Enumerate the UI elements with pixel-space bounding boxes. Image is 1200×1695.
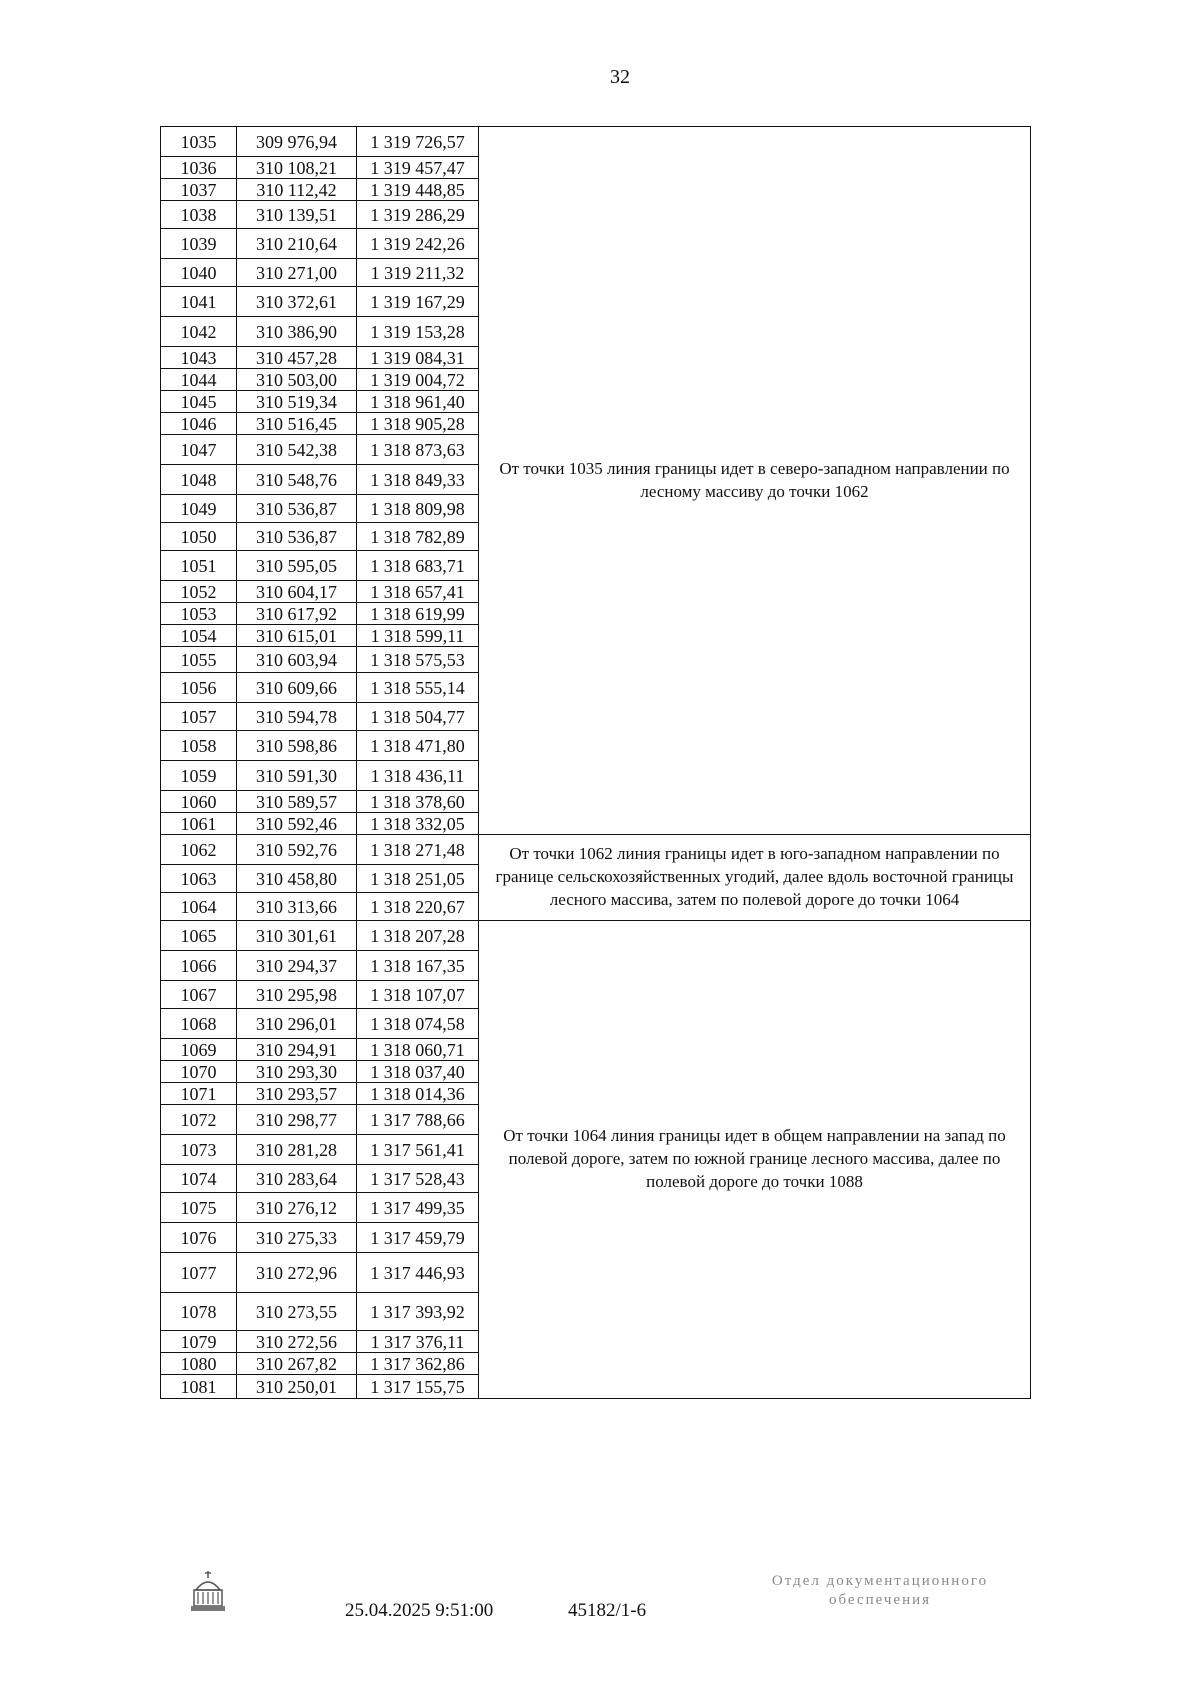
y-coordinate-cell: 1 319 726,57 [357,127,479,157]
x-coordinate-cell: 310 603,94 [237,647,357,673]
footer-datetime: 25.04.2025 9:51:00 [345,1600,494,1621]
point-number-cell: 1041 [161,287,237,317]
y-coordinate-cell: 1 318 332,05 [357,813,479,835]
boundary-description-cell: От точки 1035 линия границы идет в северо-западном направлении по лесному массиву до точки 1062 [479,127,1031,835]
x-coordinate-cell: 310 604,17 [237,581,357,603]
point-number-cell: 1072 [161,1105,237,1135]
x-coordinate-cell: 310 516,45 [237,413,357,435]
y-coordinate-cell: 1 318 683,71 [357,551,479,581]
x-coordinate-cell: 310 294,37 [237,951,357,981]
y-coordinate-cell: 1 318 436,11 [357,761,479,791]
x-coordinate-cell: 310 594,78 [237,703,357,731]
y-coordinate-cell: 1 318 849,33 [357,465,479,495]
x-coordinate-cell: 310 281,28 [237,1135,357,1165]
department-stamp [730,1572,1030,1610]
point-number-cell: 1040 [161,259,237,287]
point-number-cell: 1062 [161,835,237,865]
x-coordinate-cell: 310 503,00 [237,369,357,391]
y-coordinate-cell: 1 318 575,53 [357,647,479,673]
x-coordinate-cell: 310 272,96 [237,1253,357,1293]
x-coordinate-cell: 310 595,05 [237,551,357,581]
point-number-cell: 1053 [161,603,237,625]
x-coordinate-cell: 310 296,01 [237,1009,357,1039]
point-number-cell: 1066 [161,951,237,981]
coordinates-table [160,126,1031,1399]
point-number-cell: 1038 [161,201,237,229]
x-coordinate-cell: 310 372,61 [237,287,357,317]
footer-doc-number: 45182/1-6 [568,1600,647,1621]
table-row [161,835,1031,865]
y-coordinate-cell: 1 318 251,05 [357,865,479,893]
x-coordinate-cell: 310 272,56 [237,1331,357,1353]
y-coordinate-cell: 1 318 471,80 [357,731,479,761]
y-coordinate-cell: 1 317 446,93 [357,1253,479,1293]
point-number-cell: 1069 [161,1039,237,1061]
y-coordinate-cell: 1 319 242,26 [357,229,479,259]
y-coordinate-cell: 1 318 037,40 [357,1061,479,1083]
y-coordinate-cell: 1 317 561,41 [357,1135,479,1165]
x-coordinate-cell: 310 598,86 [237,731,357,761]
point-number-cell: 1076 [161,1223,237,1253]
y-coordinate-cell: 1 318 555,14 [357,673,479,703]
y-coordinate-cell: 1 318 961,40 [357,391,479,413]
page-number: 32 [610,66,630,88]
y-coordinate-cell: 1 317 528,43 [357,1165,479,1193]
point-number-cell: 1056 [161,673,237,703]
point-number-cell: 1042 [161,317,237,347]
table-row [161,127,1031,157]
y-coordinate-cell: 1 319 153,28 [357,317,479,347]
point-number-cell: 1074 [161,1165,237,1193]
x-coordinate-cell: 310 313,66 [237,893,357,921]
y-coordinate-cell: 1 319 167,29 [357,287,479,317]
y-coordinate-cell: 1 319 084,31 [357,347,479,369]
point-number-cell: 1052 [161,581,237,603]
x-coordinate-cell: 310 276,12 [237,1193,357,1223]
point-number-cell: 1059 [161,761,237,791]
point-number-cell: 1049 [161,495,237,523]
y-coordinate-cell: 1 318 782,89 [357,523,479,551]
x-coordinate-cell: 310 273,55 [237,1293,357,1331]
point-number-cell: 1070 [161,1061,237,1083]
stamp-line-1: Отдел документационного [771,1573,989,1589]
y-coordinate-cell: 1 319 448,85 [357,179,479,201]
point-number-cell: 1043 [161,347,237,369]
y-coordinate-cell: 1 318 107,07 [357,981,479,1009]
archive-logo-icon [188,1568,228,1614]
y-coordinate-cell: 1 318 378,60 [357,791,479,813]
point-number-cell: 1051 [161,551,237,581]
point-number-cell: 1035 [161,127,237,157]
point-number-cell: 1054 [161,625,237,647]
y-coordinate-cell: 1 318 809,98 [357,495,479,523]
point-number-cell: 1079 [161,1331,237,1353]
point-number-cell: 1044 [161,369,237,391]
point-number-cell: 1045 [161,391,237,413]
x-coordinate-cell: 310 301,61 [237,921,357,951]
y-coordinate-cell: 1 317 499,35 [357,1193,479,1223]
x-coordinate-cell: 310 283,64 [237,1165,357,1193]
y-coordinate-cell: 1 317 376,11 [357,1331,479,1353]
point-number-cell: 1060 [161,791,237,813]
point-number-cell: 1068 [161,1009,237,1039]
point-number-cell: 1047 [161,435,237,465]
x-coordinate-cell: 310 457,28 [237,347,357,369]
x-coordinate-cell: 310 295,98 [237,981,357,1009]
y-coordinate-cell: 1 318 014,36 [357,1083,479,1105]
point-number-cell: 1077 [161,1253,237,1293]
point-number-cell: 1036 [161,157,237,179]
x-coordinate-cell: 310 108,21 [237,157,357,179]
y-coordinate-cell: 1 319 004,72 [357,369,479,391]
x-coordinate-cell: 310 267,82 [237,1353,357,1375]
y-coordinate-cell: 1 318 905,28 [357,413,479,435]
x-coordinate-cell: 310 548,76 [237,465,357,495]
point-number-cell: 1073 [161,1135,237,1165]
x-coordinate-cell: 310 386,90 [237,317,357,347]
x-coordinate-cell: 310 536,87 [237,523,357,551]
table-row [161,921,1031,951]
y-coordinate-cell: 1 317 155,75 [357,1375,479,1399]
point-number-cell: 1037 [161,179,237,201]
x-coordinate-cell: 310 112,42 [237,179,357,201]
boundary-description-cell: От точки 1064 линия границы идет в общем направлении на запад по полевой дороге, затем по южной границе лесного массива, далее по полевой дороге до точки 1088 [479,921,1031,1399]
y-coordinate-cell: 1 317 393,92 [357,1293,479,1331]
x-coordinate-cell: 310 609,66 [237,673,357,703]
x-coordinate-cell: 310 294,91 [237,1039,357,1061]
x-coordinate-cell: 310 139,51 [237,201,357,229]
y-coordinate-cell: 1 318 599,11 [357,625,479,647]
y-coordinate-cell: 1 317 788,66 [357,1105,479,1135]
point-number-cell: 1039 [161,229,237,259]
point-number-cell: 1046 [161,413,237,435]
point-number-cell: 1081 [161,1375,237,1399]
y-coordinate-cell: 1 319 457,47 [357,157,479,179]
point-number-cell: 1061 [161,813,237,835]
x-coordinate-cell: 310 458,80 [237,865,357,893]
x-coordinate-cell: 310 542,38 [237,435,357,465]
point-number-cell: 1071 [161,1083,237,1105]
point-number-cell: 1050 [161,523,237,551]
x-coordinate-cell: 310 592,76 [237,835,357,865]
y-coordinate-cell: 1 318 271,48 [357,835,479,865]
point-number-cell: 1075 [161,1193,237,1223]
x-coordinate-cell: 310 250,01 [237,1375,357,1399]
point-number-cell: 1055 [161,647,237,673]
point-number-cell: 1078 [161,1293,237,1331]
y-coordinate-cell: 1 319 286,29 [357,201,479,229]
y-coordinate-cell: 1 318 619,99 [357,603,479,625]
x-coordinate-cell: 310 592,46 [237,813,357,835]
x-coordinate-cell: 310 271,00 [237,259,357,287]
x-coordinate-cell: 310 519,34 [237,391,357,413]
x-coordinate-cell: 309 976,94 [237,127,357,157]
point-number-cell: 1080 [161,1353,237,1375]
coordinates-table-body [161,127,1031,1399]
point-number-cell: 1067 [161,981,237,1009]
x-coordinate-cell: 310 275,33 [237,1223,357,1253]
x-coordinate-cell: 310 615,01 [237,625,357,647]
y-coordinate-cell: 1 319 211,32 [357,259,479,287]
stamp-line-2: обеспечения [828,1591,932,1608]
y-coordinate-cell: 1 317 362,86 [357,1353,479,1375]
y-coordinate-cell: 1 318 207,28 [357,921,479,951]
coordinates-table-container [160,126,1031,1399]
y-coordinate-cell: 1 318 060,71 [357,1039,479,1061]
boundary-description-cell: От точки 1062 линия границы идет в юго-западном направлении по границе сельскохозяйственных угодий, далее вдоль восточной границы лесного массива, затем по полевой дороге до точки 1064 [479,835,1031,921]
x-coordinate-cell: 310 293,30 [237,1061,357,1083]
x-coordinate-cell: 310 589,57 [237,791,357,813]
y-coordinate-cell: 1 318 657,41 [357,581,479,603]
y-coordinate-cell: 1 318 504,77 [357,703,479,731]
y-coordinate-cell: 1 318 873,63 [357,435,479,465]
x-coordinate-cell: 310 210,64 [237,229,357,259]
x-coordinate-cell: 310 591,30 [237,761,357,791]
y-coordinate-cell: 1 318 167,35 [357,951,479,981]
y-coordinate-cell: 1 318 074,58 [357,1009,479,1039]
y-coordinate-cell: 1 317 459,79 [357,1223,479,1253]
x-coordinate-cell: 310 293,57 [237,1083,357,1105]
point-number-cell: 1064 [161,893,237,921]
y-coordinate-cell: 1 318 220,67 [357,893,479,921]
x-coordinate-cell: 310 617,92 [237,603,357,625]
point-number-cell: 1065 [161,921,237,951]
point-number-cell: 1058 [161,731,237,761]
point-number-cell: 1063 [161,865,237,893]
x-coordinate-cell: 310 298,77 [237,1105,357,1135]
point-number-cell: 1048 [161,465,237,495]
point-number-cell: 1057 [161,703,237,731]
x-coordinate-cell: 310 536,87 [237,495,357,523]
